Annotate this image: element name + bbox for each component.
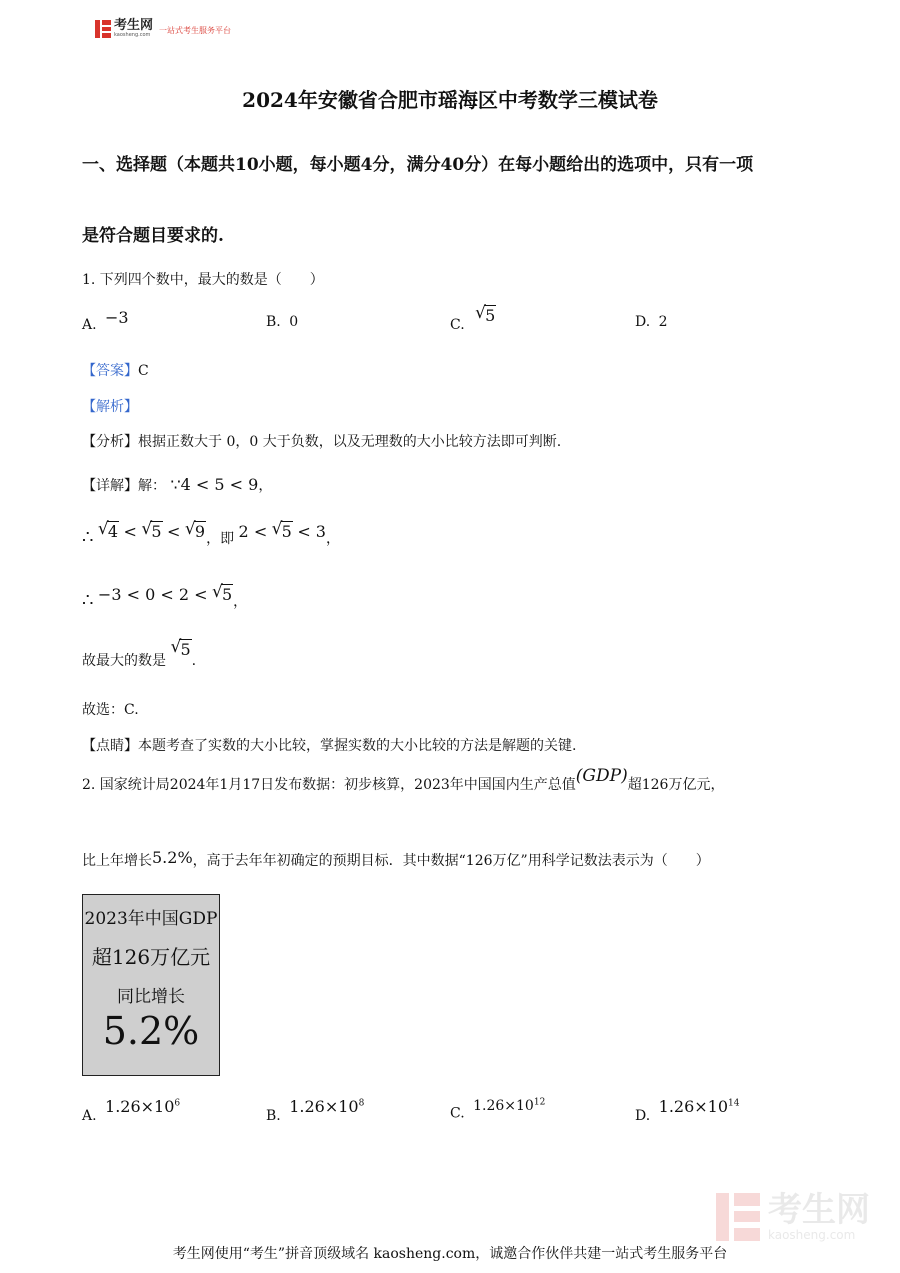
q2-option-c-value [473,1098,545,1114]
page-footer: 考生网使用“考生”拼音顶级域名 kaosheng.com，诚邀合作伙伴共建一站式考生服务平台 [172,1246,728,1262]
q1-choose: 故选：C. [82,702,139,718]
conclusion-radicand: 5 [180,640,191,659]
q1-option-d-value: 2 [658,314,668,330]
step1-end: ， [258,478,273,494]
q1-answer [82,360,149,380]
conclusion-sqrt [170,640,191,659]
q1-option-a-label: A. [82,317,97,333]
q1-fenxi: 【分析】根据正数大于 0，0 大于负数，以及无理数的大小比较方法即可判断. [82,434,562,450]
watermark-logo [716,1192,870,1242]
step3-end: ， [233,594,248,610]
step2-sqrt-c [185,522,206,541]
step2-sqrt-a [98,522,119,541]
q1-option-a [82,308,129,333]
q1-stem: 1. 下列四个数中，最大的数是（ ） [82,272,324,288]
gdp-image-line3: 同比增长 [117,987,185,1007]
step2-therefore: ∴ [82,527,94,548]
q1-option-c [450,306,496,333]
q2-option-a-exp: 6 [174,1098,181,1109]
q2-option-d-exp: 14 [728,1098,740,1109]
q1-option-c-label: C. [450,317,465,333]
step2-mid: ，即 [206,531,235,547]
q2-stem-part2: 超126万亿元， [627,777,725,793]
q2-option-a-label: A. [82,1108,97,1124]
q2-option-c-exp: 12 [533,1097,546,1107]
page-title: 2024年安徽省合肥市瑶海区中考数学三模试卷 [242,88,658,112]
q2-option-d-base: 1.26×10 [658,1097,729,1116]
logo-slogan: 一站式考生服务平台 [159,26,232,35]
q1-option-b-value: 0 [289,314,299,330]
q1-option-d [635,314,668,330]
q2-gdp-image [82,894,220,1076]
step1-math: ∵4 < 5 < 9 [170,475,259,494]
watermark-icon [716,1193,760,1241]
xiangjie-prefix: 【详解】解： [82,478,166,494]
q2-option-a-base: 1.26×10 [105,1097,175,1116]
q2-option-c [450,1097,546,1122]
q2-option-a [82,1097,181,1124]
q2-stem-line2 [82,850,710,870]
q1-step3 [82,585,248,611]
q2-option-b-value [289,1097,364,1116]
analysis-tag: 【解析】 [82,399,138,415]
step2-ineq-sqrt [272,522,293,541]
step2-lt-2: < [167,522,181,541]
conclusion-end: . [191,653,197,669]
gdp-image-line2: 超126万亿元 [91,945,211,969]
logo-domain: kaosheng.com [114,32,151,38]
q2-option-b-exp: 8 [358,1098,365,1109]
answer-value: C [138,363,149,379]
q1-xiangjie [82,475,272,495]
q1-option-c-value [475,306,496,325]
answer-tag: 【答案】 [82,363,138,379]
section-heading-line1: 一、选择题（本题共10小题，每小题4分，满分40分）在每小题给出的选项中，只有一项 [82,155,754,175]
step2-end: ， [325,531,340,547]
header-logo [95,19,231,38]
q2-stem-pct: 5.2% [152,848,193,867]
step2-ineq-left: 2 < [238,522,268,541]
q1-dianjing: 【点睛】本题考查了实数的大小比较，掌握实数的大小比较的方法是解题的关键. [82,738,577,754]
q2-stem-line2-prefix: 比上年增长 [82,853,152,869]
logo-name: 考生网 [114,18,154,33]
q2-option-b-label: B. [266,1108,281,1124]
step3-sqrt [212,585,233,604]
gdp-image-line1: 2023年中国GDP [84,909,218,929]
step3-radicand: 5 [221,585,233,604]
step2-ineq-radicand: 5 [281,522,292,541]
q2-option-a-value [105,1097,180,1116]
q2-stem-gdp: (GDP) [575,766,628,786]
step3-left: −3 < 0 < 2 < [97,585,208,604]
q2-stem-line2-rest: ，高于去年年初确定的预期目标．其中数据“126万亿”用科学记数法表示为（ ） [192,853,710,869]
q2-option-b-base: 1.26×10 [289,1097,359,1116]
section-heading-line2: 是符合题目要求的. [82,226,224,246]
q2-option-c-base: 1.26×10 [473,1097,534,1114]
q1-conclusion [82,640,197,670]
q2-option-b [266,1097,365,1124]
step2-lt-1: < [123,522,137,541]
q2-stem-line1 [82,766,725,794]
step2-ineq-right: < 3 [297,522,326,541]
watermark-name: 考生网 [768,1190,870,1230]
q1-option-d-label: D. [635,314,651,330]
q1-option-a-value: −3 [105,308,129,327]
q1-option-c-radicand: 5 [485,306,496,325]
step2-radicand-a: 4 [107,522,119,541]
step2-sqrt-b [141,522,162,541]
step3-therefore: ∴ [82,590,94,611]
q1-option-b-label: B. [266,314,281,330]
q1-step2 [82,522,340,548]
watermark-domain: kaosheng.com [768,1228,856,1242]
q2-stem-part1: 2. 国家统计局2024年1月17日发布数据：初步核算，2023年中国国内生产总值 [82,777,576,793]
q1-option-b [266,314,298,330]
step2-radicand-c: 9 [194,522,206,541]
q2-option-d [635,1097,740,1124]
q2-option-c-label: C. [450,1105,465,1122]
step2-radicand-b: 5 [151,522,162,541]
q2-option-d-value [659,1097,740,1116]
logo-icon [95,20,111,38]
gdp-image-line4: 5.2% [102,1009,200,1053]
conclusion-prefix: 故最大的数是 [82,653,166,669]
q2-option-d-label: D. [635,1108,651,1124]
